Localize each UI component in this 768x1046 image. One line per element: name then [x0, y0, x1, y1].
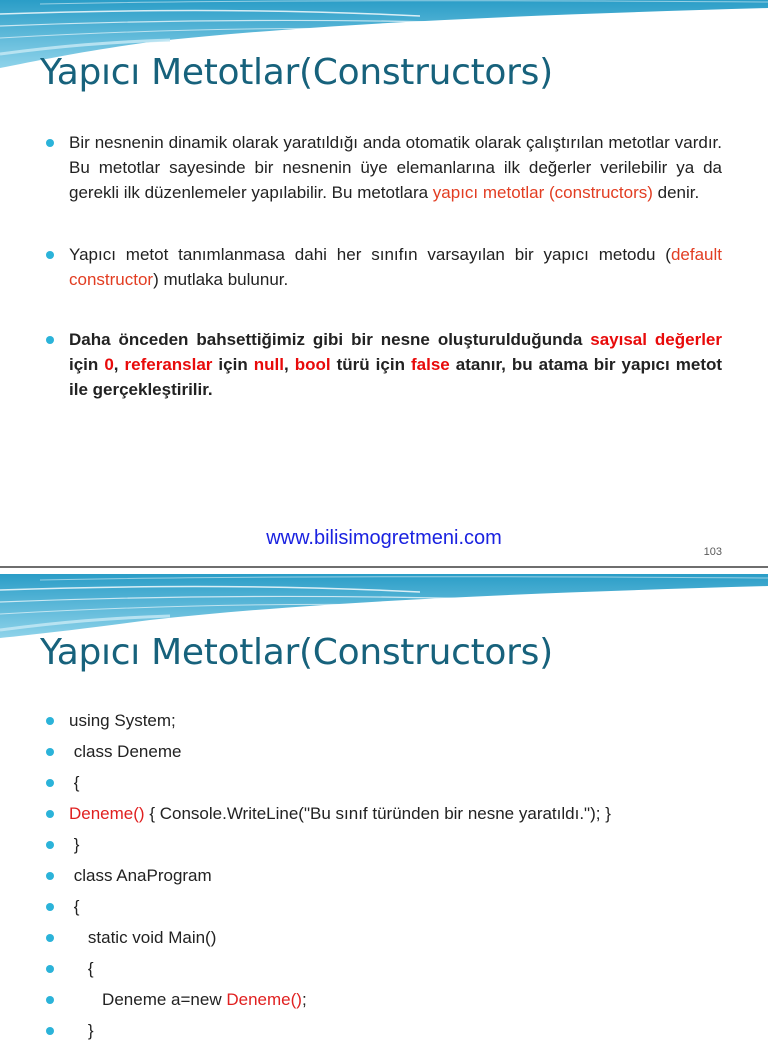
highlight-zero: 0 — [104, 355, 114, 374]
page-number: 103 — [703, 546, 722, 558]
highlight-null: null — [253, 355, 284, 374]
highlight-default-constructor: default constructor — [69, 245, 722, 289]
website-link[interactable]: www.bilisimogretmeni.com — [266, 527, 502, 549]
header-wave-decoration — [0, 568, 768, 638]
highlight-bool: bool — [294, 355, 331, 374]
code-line: { — [46, 767, 722, 798]
code-line: static void Main() — [46, 922, 722, 953]
slide-title: Yapıcı Metotlar(Constructors) — [40, 52, 553, 93]
highlight-constructor-call: Deneme() — [226, 990, 302, 1009]
code-line: class Deneme — [46, 736, 722, 767]
code-line: using System; — [46, 705, 722, 736]
bullet-default-values: Daha önceden bahsettiğimiz gibi bir nesne oluşturulduğunda sayısal değerler için 0, referanslar için null, bool türü için false atanır, bu atama bir yapıcı metot ile gerçekleştirilir. — [46, 327, 722, 402]
code-line: Deneme() { Console.WriteLine("Bu sınıf türünden bir nesne yaratıldı."); } — [46, 798, 722, 829]
highlight-references: referanslar — [124, 355, 213, 374]
slide-title: Yapıcı Metotlar(Constructors) — [40, 632, 553, 673]
code-line: } — [46, 1015, 722, 1046]
highlight-numeric-values: sayısal değerler — [590, 330, 722, 349]
code-line: class AnaProgram — [46, 860, 722, 891]
bullet-constructor-definition: Bir nesnenin dinamik olarak yaratıldığı anda otomatik olarak çalıştırılan metotlar vardır. Bu metotlar sayesinde bir nesnenin üye elemanlarına ilk değerler verilebilir ya da gerekli ilk düzenlemeler yapılabilir. Bu metotlara yapıcı metotlar (constructors) denir. — [46, 130, 722, 205]
bullet-list — [46, 130, 722, 402]
code-line: Deneme a=new Deneme(); — [46, 984, 722, 1015]
highlight-false: false — [411, 355, 450, 374]
code-bullet-list — [46, 705, 722, 1046]
highlight-constructors: yapıcı metotlar (constructors) — [432, 183, 653, 202]
code-line: { — [46, 891, 722, 922]
highlight-constructor-call: Deneme() — [69, 804, 145, 823]
bullet-default-constructor: Yapıcı metot tanımlanmasa dahi her sınıfın varsayılan bir yapıcı metodu (default constructor) mutlaka bulunur. — [46, 242, 722, 292]
slide-104 — [0, 568, 768, 1040]
code-line: { — [46, 953, 722, 984]
code-line: } — [46, 829, 722, 860]
